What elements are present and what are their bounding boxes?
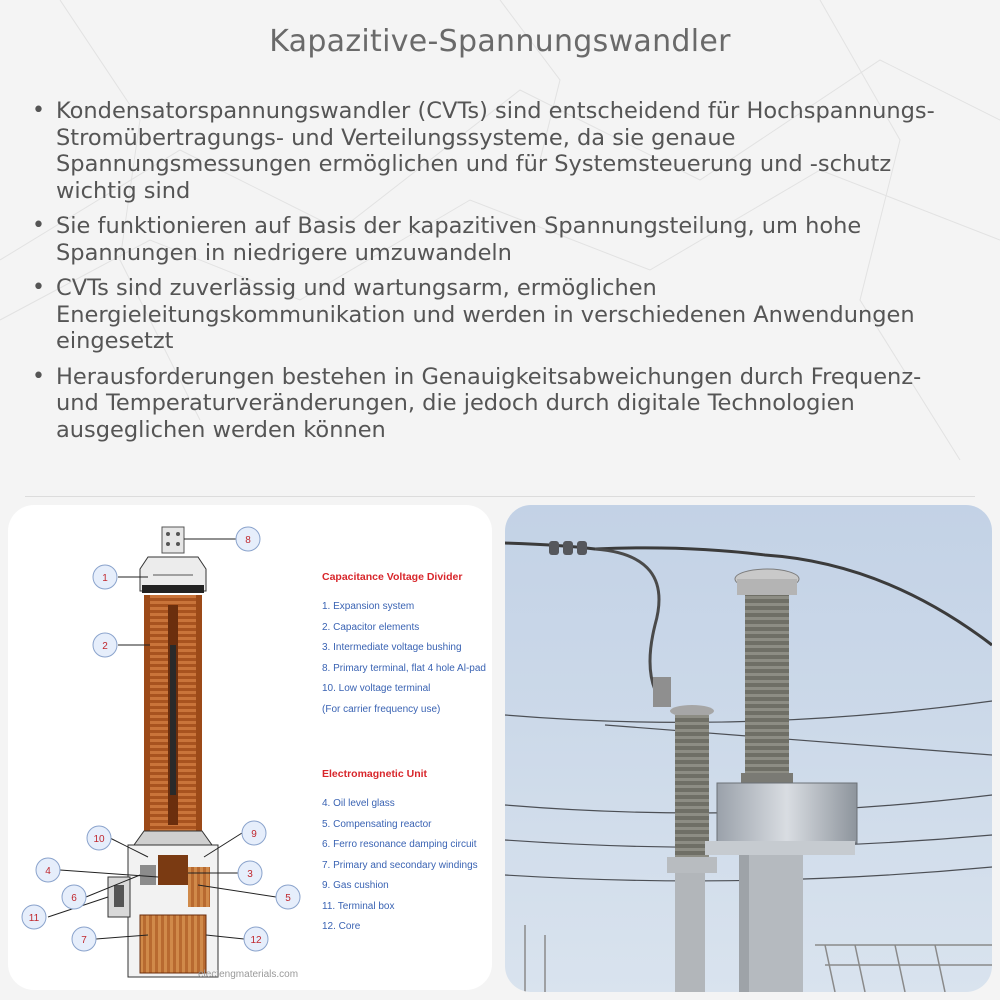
bullet-list — [30, 98, 950, 452]
primary-terminal — [162, 527, 184, 553]
legend-item: 2. Capacitor elements — [322, 621, 420, 633]
legend-heading-electromagnetic: Electromagnetic Unit — [322, 768, 428, 780]
legend-item: 8. Primary terminal, flat 4 hole Al-pad — [322, 662, 486, 674]
legend-item: 10. Low voltage terminal — [322, 683, 431, 694]
cvt-diagram-card — [8, 505, 492, 990]
page-title: Kapazitive-Spannungswandler — [269, 24, 731, 59]
legend-heading-capacitance: Capacitance Voltage Divider — [322, 571, 463, 583]
legend-item: 11. Terminal box — [322, 900, 395, 912]
bullet-item — [30, 364, 950, 444]
bullet-item — [30, 275, 950, 355]
insulator-column — [144, 595, 202, 831]
callout-label: 12 — [250, 935, 262, 946]
legend-item: 12. Core — [322, 921, 361, 932]
bullet-dot-icon: • — [32, 98, 45, 123]
bullet-text: Sie funktionieren auf Basis der kapazitiven Spannungsteilung, um hohe Spannungen in niedrigere umzuwandeln — [56, 213, 862, 266]
bullet-dot-icon: • — [32, 275, 45, 300]
bullet-item — [30, 98, 950, 204]
callout-label: 5 — [285, 893, 291, 904]
expansion-system-head — [140, 557, 206, 593]
bullet-text: Herausforderungen bestehen in Genauigkeitsabweichungen durch Frequenz- und Temperaturveränderungen, die jedoch durch digitale Technologien ausgeglichen werden können — [56, 363, 922, 443]
callout-label: 10 — [93, 834, 105, 845]
legend-item: 6. Ferro resonance damping circuit — [322, 839, 477, 850]
legend-item: 9. Gas cushion — [322, 880, 389, 891]
bullet-dot-icon: • — [32, 213, 45, 238]
callout-label: 2 — [102, 641, 108, 652]
tall-cvt — [705, 569, 857, 992]
callout-label: 11 — [28, 913, 40, 924]
callout-label: 4 — [45, 866, 51, 877]
bullet-text: Kondensatorspannungswandler (CVTs) sind entscheidend für Hochspannungs-Stromübertragungs- und Verteilungssysteme, da sie genaue Spannungsmessungen ermöglichen und für Systemsteuerung und -schutz wichtig sind — [56, 98, 935, 204]
diagram-legend — [322, 571, 490, 938]
callout-label: 6 — [71, 893, 77, 904]
legend-item: 7. Primary and secondary windings — [322, 859, 478, 871]
legend-item: 3. Intermediate voltage bushing — [322, 642, 462, 653]
legend-item: 4. Oil level glass — [322, 798, 395, 809]
callout-label: 1 — [102, 573, 108, 584]
callout-label: 8 — [245, 535, 251, 546]
bullet-text: CVTs sind zuverlässig und wartungsarm, ermöglichen Energieleitungskommunikation und werden in verschiedenen Anwendungen eingesetzt — [56, 275, 915, 354]
callout-label: 9 — [251, 829, 257, 840]
bullet-item — [30, 213, 950, 266]
callout-label: 3 — [247, 869, 253, 880]
bullet-dot-icon: • — [32, 363, 45, 389]
legend-item: 5. Compensating reactor — [322, 818, 432, 830]
electromagnetic-unit-tank — [108, 831, 218, 977]
section-divider — [25, 496, 975, 497]
legend-item: (For carrier frequency use) — [322, 703, 441, 715]
small-cvt — [653, 677, 717, 992]
cvt-substation-photo — [505, 505, 992, 992]
callout-label: 7 — [81, 935, 87, 946]
watermark: electengmaterials.com — [198, 969, 299, 980]
cvt-photo-card — [505, 505, 992, 992]
legend-item: 1. Expansion system — [322, 601, 415, 612]
